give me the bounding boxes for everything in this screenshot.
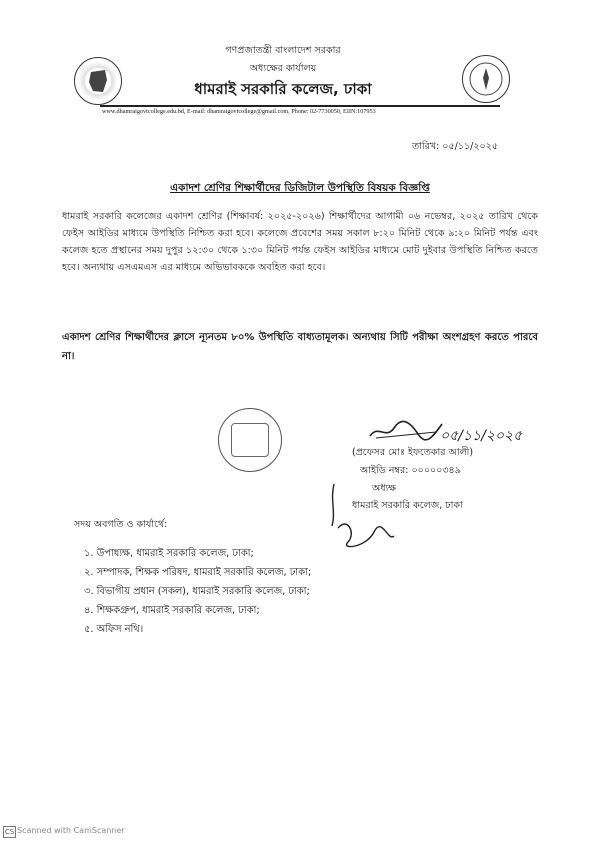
signatory-designation: অধ্যক্ষ <box>372 483 397 494</box>
list-item: ১. উপাধ্যক্ষ, ধামরাই সরকারি কলেজ, ঢাকা; <box>84 548 254 559</box>
government-name: গণপ্রজাতন্ত্রী বাংলাদেশ সরকার <box>225 45 341 56</box>
body-paragraph: ধামরাই সরকারি কলেজের একাদশ শ্রেণির (শিক্ষাবর্ষ: ২০২৫-২০২৬) শিক্ষার্থীদের আগামী ০৬ নভেম্বর, ২০২৫ তারিখ থেকে ফেইস আইডির মাধ্যমে উপস্থিতি নিশ্চিত করা হবে। কলেজে প্রবেশের সময় সকাল ৮:২০ মিনিট থেকে ৯:২০ মিনিট পর্যন্ত এবং কলেজ হতে প্রস্থানের সময় দুপুর ১২:৩০ থেকে ১:৩০ মিনিট পর্যন্ত ফেইস আইডির মাধ্যমে মোট দুইবার উপস্থিতি নিশ্চিত করতে হবে। অন্যথায় এসএমএস এর মাধ্যমে অভিভাবককে অবহিত করা হবে। <box>62 211 538 273</box>
notice-subject: একাদশ শ্রেণির শিক্ষার্থীদের ডিজিটাল উপস্থিতি বিষয়ক বিজ্ঞপ্তি <box>170 182 430 194</box>
contact-line: www.dhamraigovtcollege.edu.bd, E-mail: dhamraigovtcollege@gmail.com, Phone: 02-7730050, EIIN:107953 <box>102 108 376 115</box>
list-item: ৫. অফিস নথি। <box>84 624 144 635</box>
scanner-logo-icon: CS <box>4 828 15 836</box>
signature-date: ০৫/১১/২০২৫ <box>440 428 523 444</box>
notice-date: তারিখ: ০৫/১১/২০২৫ <box>412 141 499 152</box>
scanner-watermark: Scanned with CamScanner <box>17 826 125 835</box>
list-item: ৪. শিক্ষকগ্রুপ, ধামরাই সরকারি কলেজ, ঢাকা; <box>84 605 260 616</box>
list-item: ২. সম্পাদক, শিক্ষক পরিষদ, ধামরাই সরকারি কলেজ, ঢাকা; <box>84 567 312 578</box>
college-name: ধামরাই সরকারি কলেজ, ঢাকা <box>194 80 372 98</box>
signatory-name: (প্রফেসর মোঃ ইফতেকার আলী) <box>352 447 474 458</box>
distribution-heading: সদয় অবগতি ও কার্যার্থে: <box>74 519 168 530</box>
list-item: ৩. বিভাগীয় প্রধান (সকল), ধামরাই সরকারি কলেজ, ঢাকা; <box>84 586 310 597</box>
attendance-requirement: একাদশ শ্রেণির শিক্ষার্থীদের ক্লাসে ন্যূনতম ৮০% উপস্থিতি বাধ্যতামূলক। অন্যথায় সিটি পরীক্ষা অংশগ্রহণ করতে পারবে না। <box>62 332 538 362</box>
signatory-institution: ধামরাই সরকারি কলেজ, ঢাকা <box>352 500 463 511</box>
signature-icon <box>366 418 446 444</box>
header-rule <box>100 105 500 107</box>
initial-signature-icon <box>314 476 404 566</box>
office-name: অধ্যক্ষের কার্যালয় <box>249 63 317 74</box>
signatory-id: আইডি নম্বর: ০০০০০৩৪৯ <box>360 465 461 476</box>
office-stamp-icon <box>218 408 282 472</box>
